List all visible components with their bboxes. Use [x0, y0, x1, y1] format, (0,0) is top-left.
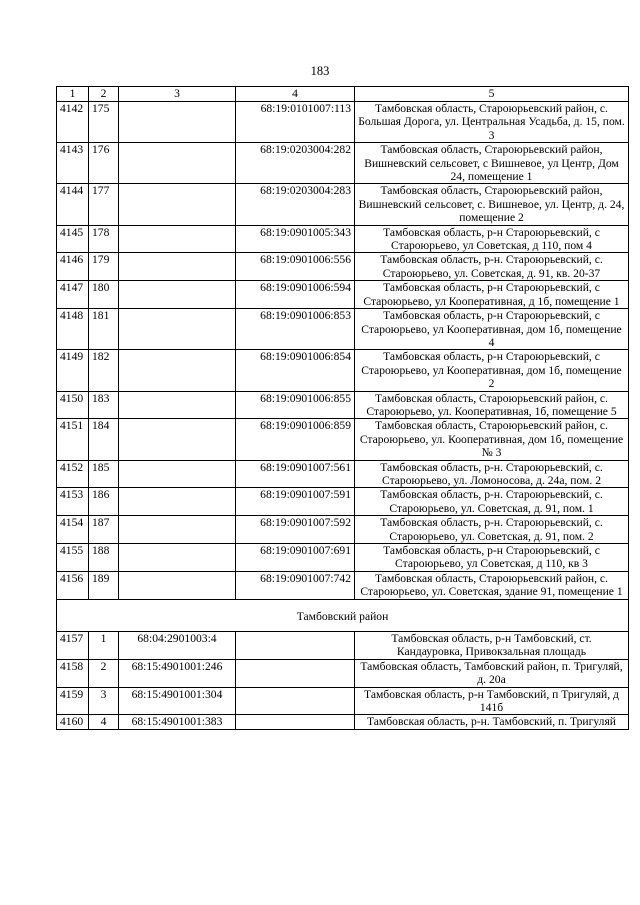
section-header [57, 599, 629, 631]
table-row [57, 571, 629, 599]
table-row [57, 225, 629, 253]
table-row [57, 253, 629, 281]
column-3-cell: 68:15:4901001:304 [119, 687, 236, 715]
column-3-cell [119, 253, 236, 281]
cadastral-number-cell [236, 632, 355, 660]
row-number-cell: 4149 [57, 350, 89, 391]
page-number: 183 [310, 64, 330, 78]
table-row [57, 309, 629, 350]
row-index-cell: 176 [89, 143, 119, 184]
table-body-starojurevsky [57, 102, 629, 600]
column-3-cell [119, 143, 236, 184]
column-3-cell [119, 516, 236, 544]
cadastral-number-cell: 68:19:0901006:854 [236, 350, 355, 391]
table-row [57, 659, 629, 687]
cadastral-number-cell [236, 715, 355, 729]
row-number-cell: 4158 [57, 659, 89, 687]
row-index-cell: 181 [89, 309, 119, 350]
row-number-cell: 4148 [57, 309, 89, 350]
address-cell: Тамбовская область, р-н. Староюрьевский, с. Староюрьево, ул. Ломоносова, д. 24а, пом. 2 [355, 460, 629, 488]
col-header-5: 5 [355, 87, 629, 102]
column-3-cell [119, 102, 236, 143]
address-cell: Тамбовская область, Староюрьевский район, с. Староюрьево, ул. Советская, здание 91, помещение 1 [355, 571, 629, 599]
table-row [57, 715, 629, 729]
row-index-cell: 185 [89, 460, 119, 488]
column-3-cell [119, 488, 236, 516]
section-row [57, 599, 629, 631]
section-title: Тамбовский район [57, 599, 629, 631]
col-header-3: 3 [119, 87, 236, 102]
col-header-2: 2 [89, 87, 119, 102]
cadastral-number-cell: 68:19:0203004:283 [236, 184, 355, 225]
row-index-cell: 175 [89, 102, 119, 143]
address-cell: Тамбовская область, р-н Староюрьевский, с Староюрьево, ул Кооперативная, д 1б, помещение 1 [355, 281, 629, 309]
table-row [57, 488, 629, 516]
cadastral-number-cell: 68:19:0901007:561 [236, 460, 355, 488]
address-cell: Тамбовская область, р-н Староюрьевский, с Староюрьево, ул Советская, д 110, кв 3 [355, 544, 629, 572]
row-index-cell: 179 [89, 253, 119, 281]
row-index-cell: 2 [89, 659, 119, 687]
cadastral-number-cell: 68:19:0901006:855 [236, 391, 355, 419]
cadastral-number-cell: 68:19:0901006:594 [236, 281, 355, 309]
cadastral-number-cell: 68:19:0101007:113 [236, 102, 355, 143]
header-row [57, 87, 629, 102]
row-number-cell: 4143 [57, 143, 89, 184]
row-index-cell: 3 [89, 687, 119, 715]
table-row [57, 632, 629, 660]
table-row [57, 350, 629, 391]
table-row [57, 281, 629, 309]
cadastral-number-cell: 68:19:0901007:592 [236, 516, 355, 544]
row-index-cell: 178 [89, 225, 119, 253]
column-3-cell [119, 350, 236, 391]
column-3-cell [119, 281, 236, 309]
address-cell: Тамбовская область, Староюрьевский район, с. Большая Дорога, ул. Центральная Усадьба, д. 15, пом. 3 [355, 102, 629, 143]
row-number-cell: 4146 [57, 253, 89, 281]
table-row [57, 419, 629, 460]
address-cell: Тамбовская область, Староюрьевский район, Вишневский сельсовет, с. Вишневое, ул. Центр, д. 24, помещение 2 [355, 184, 629, 225]
col-header-4: 4 [236, 87, 355, 102]
row-number-cell: 4150 [57, 391, 89, 419]
column-3-cell: 68:15:4901001:246 [119, 659, 236, 687]
address-cell: Тамбовская область, р-н Тамбовский, п Тригуляй, д 141б [355, 687, 629, 715]
column-3-cell [119, 391, 236, 419]
row-number-cell: 4142 [57, 102, 89, 143]
row-number-cell: 4153 [57, 488, 89, 516]
row-index-cell: 4 [89, 715, 119, 729]
cadastral-number-cell: 68:19:0901006:556 [236, 253, 355, 281]
row-number-cell: 4160 [57, 715, 89, 729]
address-cell: Тамбовская область, Староюрьевский район, с. Староюрьево, ул. Кооперативная, 1б, помещение 5 [355, 391, 629, 419]
row-number-cell: 4152 [57, 460, 89, 488]
address-cell: Тамбовская область, р-н. Староюрьевский, с. Староюрьево, ул. Советская, д. 91, пом. 2 [355, 516, 629, 544]
row-number-cell: 4147 [57, 281, 89, 309]
address-cell: Тамбовская область, р-н. Староюрьевский, с. Староюрьево, ул. Советская, д. 91, кв. 20-37 [355, 253, 629, 281]
address-cell: Тамбовская область, р-н Староюрьевский, с Староюрьево, ул Кооперативная, дом 1б, помещение 4 [355, 309, 629, 350]
row-index-cell: 182 [89, 350, 119, 391]
table-row [57, 687, 629, 715]
row-index-cell: 177 [89, 184, 119, 225]
table-header [57, 87, 629, 102]
cadastral-number-cell: 68:19:0901005:343 [236, 225, 355, 253]
row-index-cell: 184 [89, 419, 119, 460]
column-3-cell [119, 544, 236, 572]
column-3-cell [119, 184, 236, 225]
address-cell: Тамбовская область, Тамбовский район, п. Тригуляй, д. 20а [355, 659, 629, 687]
col-header-1: 1 [57, 87, 89, 102]
column-3-cell [119, 225, 236, 253]
cadastral-number-cell [236, 659, 355, 687]
cadastral-number-cell [236, 687, 355, 715]
property-table [56, 86, 629, 730]
row-index-cell: 187 [89, 516, 119, 544]
address-cell: Тамбовская область, Староюрьевский район, Вишневский сельсовет, с Вишневое, ул Центр, Дом 24, помещение 1 [355, 143, 629, 184]
column-3-cell [119, 460, 236, 488]
column-3-cell [119, 309, 236, 350]
row-number-cell: 4144 [57, 184, 89, 225]
address-cell: Тамбовская область, р-н Староюрьевский, с Староюрьево, ул Кооперативная, дом 1б, помещение 2 [355, 350, 629, 391]
column-3-cell [119, 571, 236, 599]
address-cell: Тамбовская область, р-н. Тамбовский, п. Тригуляй [355, 715, 629, 729]
row-index-cell: 186 [89, 488, 119, 516]
address-cell: Тамбовская область, р-н. Староюрьевский, с. Староюрьево, ул. Советская, д. 91, пом. 1 [355, 488, 629, 516]
column-3-cell [119, 419, 236, 460]
table-row [57, 184, 629, 225]
table-row [57, 143, 629, 184]
cadastral-number-cell: 68:19:0901007:742 [236, 571, 355, 599]
column-3-cell: 68:15:4901001:383 [119, 715, 236, 729]
row-index-cell: 1 [89, 632, 119, 660]
table-body-tambovsky [57, 632, 629, 730]
cadastral-number-cell: 68:19:0901007:591 [236, 488, 355, 516]
column-3-cell: 68:04:2901003:4 [119, 632, 236, 660]
row-number-cell: 4151 [57, 419, 89, 460]
cadastral-number-cell: 68:19:0203004:282 [236, 143, 355, 184]
row-number-cell: 4154 [57, 516, 89, 544]
address-cell: Тамбовская область, р-н Тамбовский, ст. Кандауровка, Привокзальная площадь [355, 632, 629, 660]
table-row [57, 102, 629, 143]
cadastral-number-cell: 68:19:0901007:691 [236, 544, 355, 572]
row-index-cell: 183 [89, 391, 119, 419]
table-row [57, 391, 629, 419]
row-number-cell: 4155 [57, 544, 89, 572]
table-row [57, 516, 629, 544]
cadastral-number-cell: 68:19:0901006:853 [236, 309, 355, 350]
table-row [57, 544, 629, 572]
row-number-cell: 4157 [57, 632, 89, 660]
row-number-cell: 4145 [57, 225, 89, 253]
row-index-cell: 188 [89, 544, 119, 572]
row-index-cell: 180 [89, 281, 119, 309]
cadastral-number-cell: 68:19:0901006:859 [236, 419, 355, 460]
row-number-cell: 4156 [57, 571, 89, 599]
table-row [57, 460, 629, 488]
row-number-cell: 4159 [57, 687, 89, 715]
address-cell: Тамбовская область, р-н Староюрьевский, с Староюрьево, ул Советская, д 110, пом 4 [355, 225, 629, 253]
address-cell: Тамбовская область, Староюрьевский район, с. Староюрьево, ул. Кооперативная, дом 1б, помещение № 3 [355, 419, 629, 460]
row-index-cell: 189 [89, 571, 119, 599]
